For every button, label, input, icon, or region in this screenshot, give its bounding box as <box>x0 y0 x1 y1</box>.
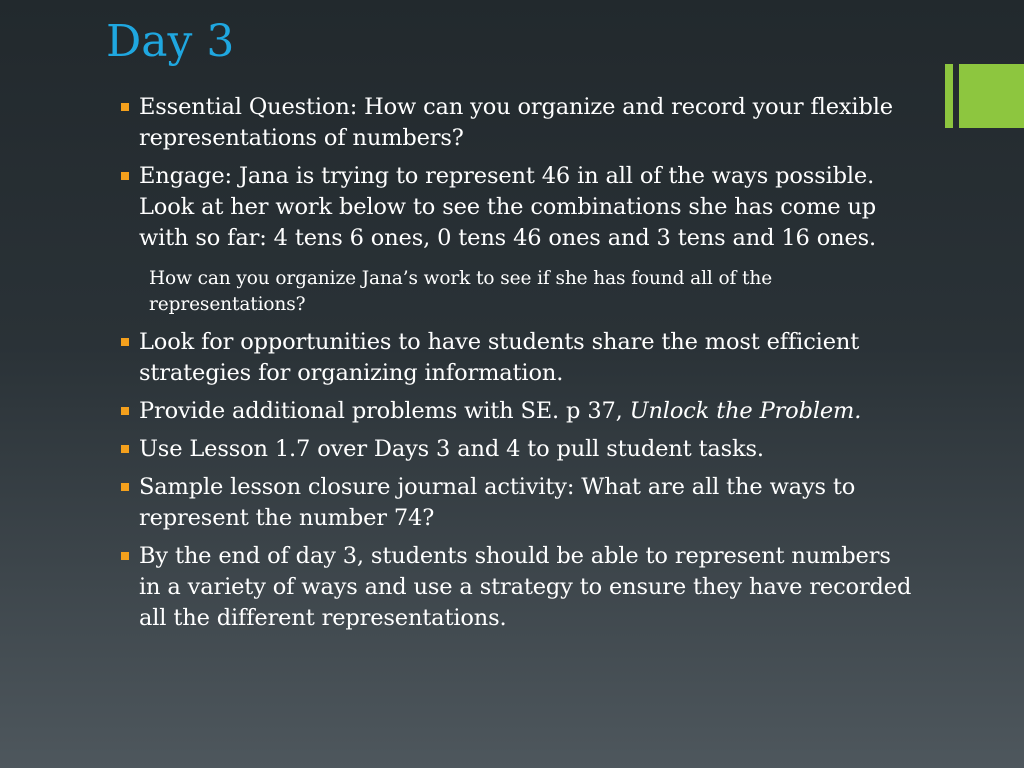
bullet-list <box>118 92 918 641</box>
sub-item-organize-question <box>118 266 918 318</box>
bullet-text: By the end of day 3, students should be able to represent numbers in a variety of ways and use a strategy to ensure they have recorded all the different representations. <box>139 543 912 631</box>
square-bullet-icon <box>121 407 129 415</box>
sub-item-text: How can you organize Jana’s work to see if she has found all of the representations? <box>149 268 773 315</box>
bullet-item-additional-problems <box>118 396 918 427</box>
bullet-text: Essential Question: How can you organize and record your flexible representations of numbers? <box>139 94 893 151</box>
square-bullet-icon <box>121 338 129 346</box>
accent-bar-thin <box>945 64 953 128</box>
bullet-text-italic: Unlock the Problem. <box>629 398 862 424</box>
bullet-item-engage <box>118 161 918 254</box>
bullet-text: Provide additional problems with SE. p 37, <box>139 398 630 424</box>
bullet-item-end-of-day <box>118 541 918 634</box>
square-bullet-icon <box>121 172 129 180</box>
bullet-item-opportunities <box>118 327 918 389</box>
slide-title: Day 3 <box>106 16 235 67</box>
bullet-text: Engage: Jana is trying to represent 46 in all of the ways possible. Look at her work below to see the combinations she has come up with so far: 4 tens 6 ones, 0 tens 46 ones and 3 tens and 16 ones. <box>139 163 877 251</box>
bullet-item-closure <box>118 472 918 534</box>
bullet-text: Use Lesson 1.7 over Days 3 and 4 to pull student tasks. <box>139 436 764 462</box>
square-bullet-icon <box>121 103 129 111</box>
bullet-item-essential-question <box>118 92 918 154</box>
bullet-text: Sample lesson closure journal activity: What are all the ways to represent the number 74? <box>139 474 856 531</box>
bullet-text: Look for opportunities to have students share the most efficient strategies for organizing information. <box>139 329 860 386</box>
square-bullet-icon <box>121 483 129 491</box>
accent-bar-wide <box>959 64 1024 128</box>
square-bullet-icon <box>121 445 129 453</box>
bullet-item-lesson <box>118 434 918 465</box>
square-bullet-icon <box>121 552 129 560</box>
